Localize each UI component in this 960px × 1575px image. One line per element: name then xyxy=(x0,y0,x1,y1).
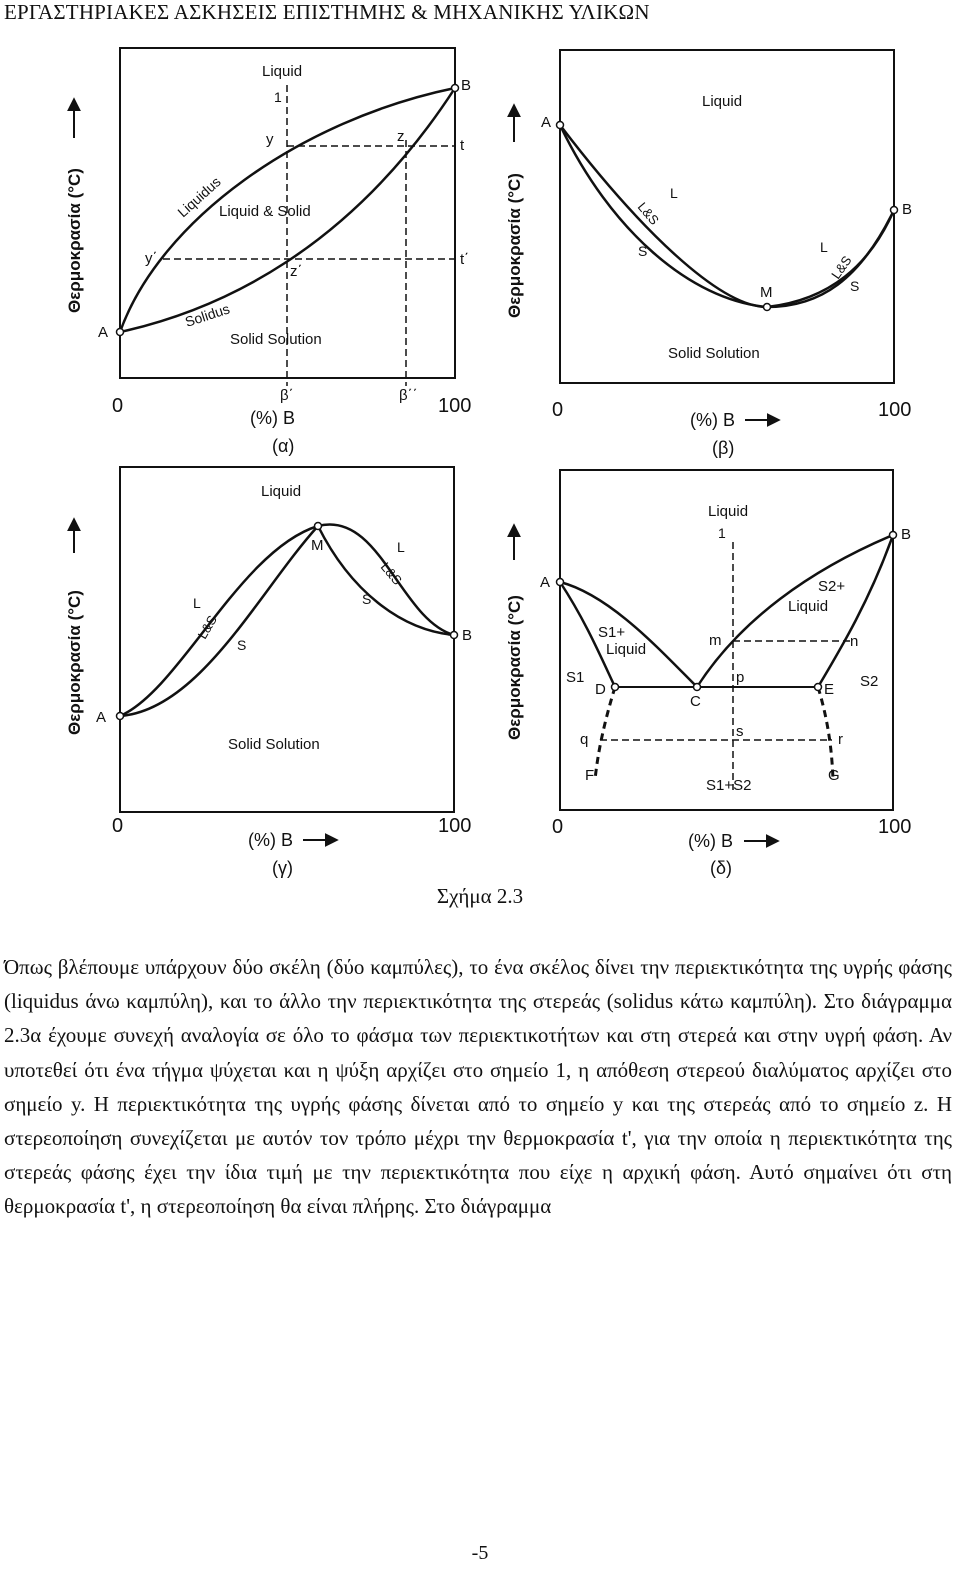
paragraph-text: Όπως βλέπουμε υπάρχουν δύο σκέλη (δύο καμπύλες), το ένα σκέλος δίνει την περιεκτικότητα της υγρής φάσης (liquidus άνω καμπύλη), και το άλλο την περιεκτικότητα της στερεάς (solidus κάτω καμπύλη). Στο διάγραμμα 2.3α έχουμε συνεχή αναλογία σε όλο το φάσμα των περιεκτικοτήτων και στη στερεά και στην υγρή φάση. Αν υποτεθεί ότι ένα τήγμα ψύχεται και η ψύξη αρχίζει στο σημείο 1, η απόθεση στερεού διαλύματος αρχίζει στο σημείο y. Η περιεκτικότητα της υγρής φάσης δίνεται από το σημείο y και της στερεάς από το σημείο z. Η στερεοποίηση συνεχίζεται με αυτόν τον τρόπο μέχρι την θερμοκρασία t', για την οποία η περιεκτικότητα της στερεάς φάσης έχει την ίδια τιμή με την περιεκτικότητα που είχε η αρχική φάση. Αυτό σημαίνει ότι στη θερμοκρασία t', η στερεοποίηση θα είναι πλήρης. Στο διάγραμμα xyxy=(4,955,952,1219)
panel-b-x-min: 0 xyxy=(552,399,564,421)
panel-b-solid-label: Solid Solution xyxy=(668,345,760,362)
panel-d-point-c-marker xyxy=(694,684,701,691)
panel-a-two-phase-label: Liquid & Solid xyxy=(219,203,311,220)
panel-b-x-max: 100 xyxy=(878,399,912,421)
panel-b-s-label: S xyxy=(638,243,648,259)
panel-c-s2-label: S xyxy=(362,591,372,607)
panel-c xyxy=(65,467,472,878)
page-number: -5 xyxy=(471,1542,489,1564)
phase-diagrams-svg xyxy=(0,30,960,890)
panel-c-point-a-marker xyxy=(117,713,124,720)
panel-d-s-label: s xyxy=(736,723,744,740)
panel-d-s1s2-label: S1+S2 xyxy=(706,777,752,794)
panel-a-solid-label: Solid Solution xyxy=(230,331,322,348)
panel-b-point-a-label: A xyxy=(541,114,552,131)
panel-b-s2-label: S xyxy=(850,278,860,294)
panel-a-beta2-label: β΄΄ xyxy=(399,387,418,404)
panel-d-q-label: q xyxy=(580,731,589,748)
panel-c-ls2-label: L&S xyxy=(377,559,405,588)
page-header: ΕΡΓΑΣΤΗΡΙΑΚΕΣ ΑΣΚΗΣΕΙΣ ΕΠΙΣΤΗΜΗΣ & ΜΗΧΑΝΙΚΗΣ ΥΛΙΚΩΝ xyxy=(4,0,650,24)
panel-d-x-min: 0 xyxy=(552,816,564,838)
panel-d-m-label: m xyxy=(709,632,722,649)
panel-d-point-a-marker xyxy=(557,579,564,586)
panel-b-l-label: L xyxy=(670,185,678,201)
figure-phase-diagrams xyxy=(0,30,960,890)
panel-c-point-b-marker xyxy=(451,632,458,639)
panel-d-x-axis-label: (%) B xyxy=(688,831,733,851)
panel-c-ls-label: L&S xyxy=(194,612,220,642)
panel-a-point-a-label: A xyxy=(98,324,109,341)
panel-d-point-b-label: B xyxy=(901,526,912,543)
panel-d-s1-liquid-label-2: Liquid xyxy=(606,641,647,658)
panel-c-point-m-label: M xyxy=(311,537,324,554)
panel-c-y-axis-label: Θερμοκρασία (°C) xyxy=(65,590,84,735)
panel-c-sublabel: (γ) xyxy=(272,858,293,878)
panel-d-d-label: D xyxy=(595,681,606,698)
panel-b-point-b-marker xyxy=(891,207,898,214)
panel-c-point-a-label: A xyxy=(96,709,107,726)
panel-d-x-max: 100 xyxy=(878,816,912,838)
panel-c-x-axis-label: (%) B xyxy=(248,830,293,850)
panel-a-y-label: y xyxy=(266,131,274,148)
panel-b-x-axis-label: (%) B xyxy=(690,410,735,430)
panel-b-point-b-label: B xyxy=(902,201,913,218)
panel-d-n-label: n xyxy=(850,633,859,650)
panel-a-x-max: 100 xyxy=(438,395,472,417)
panel-a-point-b-label: B xyxy=(461,77,472,94)
panel-b-liquid-label: Liquid xyxy=(702,93,743,110)
panel-a-z-label: z xyxy=(397,128,405,145)
panel-b-sublabel: (β) xyxy=(712,438,735,458)
panel-a-solidus-label: Solidus xyxy=(182,300,232,330)
panel-a-x-axis-label: (%) B xyxy=(250,408,295,428)
panel-c-x-max: 100 xyxy=(438,815,472,837)
panel-d-s1-liquid-label-1: S1+ xyxy=(598,624,626,641)
panel-a-beta1-label: β΄ xyxy=(280,387,294,404)
panel-d-s1-label: S1 xyxy=(566,669,585,686)
panel-a-liquid-label: Liquid xyxy=(262,63,303,80)
panel-d xyxy=(505,470,911,878)
panel-a-point-b-marker xyxy=(452,85,459,92)
panel-a-one-label: 1 xyxy=(274,89,282,105)
panel-a-sublabel: (α) xyxy=(272,436,295,456)
panel-c-point-m-marker xyxy=(315,523,322,530)
panel-d-solvus-left xyxy=(595,687,615,780)
panel-b-ls-label: L&S xyxy=(634,199,662,228)
panel-b xyxy=(505,50,912,458)
panel-d-c-label: C xyxy=(690,693,701,710)
panel-b-liquidus-curve xyxy=(560,125,894,307)
panel-c-l2-label: L xyxy=(397,539,405,555)
panel-d-one-label: 1 xyxy=(718,525,726,541)
panel-b-point-m-marker xyxy=(764,304,771,311)
panel-d-g-label: G xyxy=(828,767,840,784)
panel-d-p-label: p xyxy=(736,669,745,686)
panel-a-z-prime-label: z΄ xyxy=(290,263,303,280)
panel-d-point-e-marker xyxy=(815,684,822,691)
panel-a-x-min: 0 xyxy=(112,395,124,417)
panel-b-y-axis-label: Θερμοκρασία (°C) xyxy=(505,173,524,318)
panel-c-l-label: L xyxy=(193,595,201,611)
panel-d-y-axis-label: Θερμοκρασία (°C) xyxy=(505,595,524,740)
panel-a-y-prime-label: y΄ xyxy=(145,250,158,267)
panel-d-s2-label: S2 xyxy=(860,673,879,690)
panel-a-t-label: t xyxy=(460,137,465,154)
panel-d-r-label: r xyxy=(838,731,843,748)
panel-a-y-axis-label: Θερμοκρασία (°C) xyxy=(65,168,84,313)
panel-d-point-a-label: A xyxy=(540,574,551,591)
panel-c-solid-label: Solid Solution xyxy=(228,736,320,753)
panel-d-point-d-marker xyxy=(612,684,619,691)
panel-c-x-min: 0 xyxy=(112,815,124,837)
panel-c-liquid-label: Liquid xyxy=(261,483,302,500)
panel-d-point-b-marker xyxy=(890,532,897,539)
panel-b-ls2-label: L&S xyxy=(828,252,855,282)
panel-b-point-a-marker xyxy=(557,122,564,129)
panel-c-point-b-label: B xyxy=(462,627,473,644)
panel-a-t-prime-label: t΄ xyxy=(460,251,470,268)
panel-c-frame xyxy=(120,467,454,812)
panel-d-e-label: E xyxy=(824,681,835,698)
figure-caption: Σχήμα 2.3 xyxy=(436,884,524,908)
panel-a-point-a-marker xyxy=(117,329,124,336)
panel-d-liquid-label: Liquid xyxy=(708,503,749,520)
panel-c-s-label: S xyxy=(237,637,247,653)
panel-a-liquidus-label: Liquidus xyxy=(174,173,224,221)
panel-b-l2-label: L xyxy=(820,239,828,255)
panel-d-f-label: F xyxy=(585,767,595,784)
panel-d-s2-liquid-label-1: S2+ xyxy=(818,578,846,595)
panel-d-s2-liquid-label-2: Liquid xyxy=(788,598,829,615)
panel-a xyxy=(65,48,471,456)
panel-d-solidus-right xyxy=(818,535,893,687)
body-paragraph xyxy=(4,950,952,1224)
panel-b-point-m-label: M xyxy=(760,284,773,301)
panel-d-sublabel: (δ) xyxy=(710,858,733,878)
